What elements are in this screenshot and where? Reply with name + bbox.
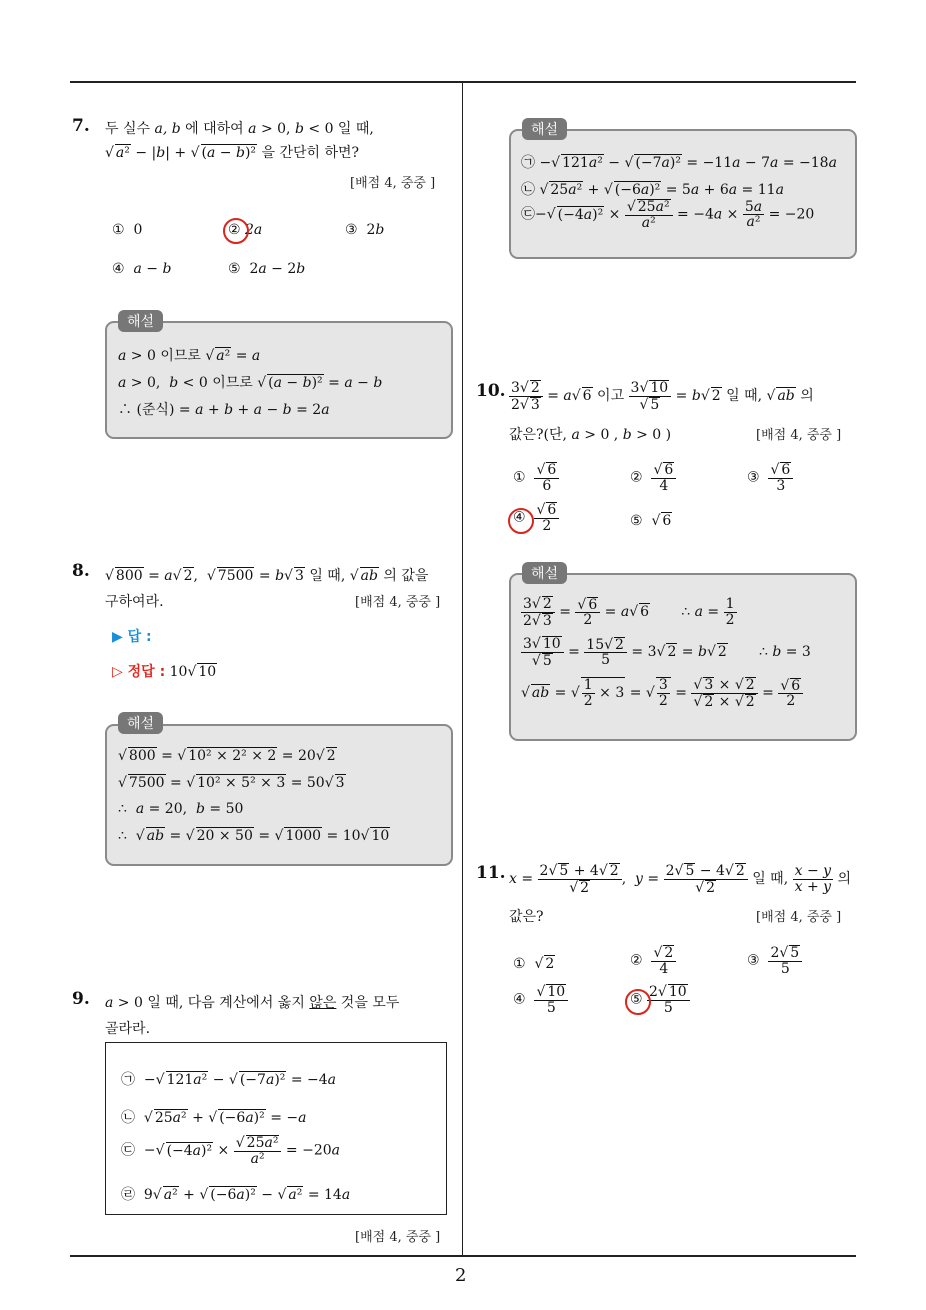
- q10-sol-line-2: $\frac{3√ 10}{√ 5}$ = $\frac{15√ 2}{5}$ = 3√ 2 = b√ 2 ∴ b = 3: [523, 636, 811, 669]
- q8-correct-label: ▷ 정답 :: [112, 664, 166, 680]
- column-divider: [462, 82, 463, 1256]
- q8-stem: √ 800 = a√ 2, √ 7500 = b√ 3 일 때, √ ab 의 값을: [105, 568, 429, 584]
- q9-sol-line-2: ㉡ √ 25a² + √ (−6a)² = 5a + 6a = 11a: [521, 182, 784, 198]
- q10-sol-line-3: √ ab = √ $\frac{1}{2}$ × 3 = √ $\frac{3}{2}$ = $\frac{√ 3 \times √ 2}{√ 2 \times √ 2}$ = $\frac{√ 6}{2}$: [521, 677, 803, 709]
- q7-option-5[interactable]: ⑤ 2a − 2b: [228, 261, 306, 277]
- q10-stem-line2: 값은?(단, a > 0 , b > 0 ): [509, 427, 672, 443]
- q7-sol-line-3: ∴ (준식) = a + b + a − b = 2a: [118, 402, 330, 418]
- q8-correct-answer: [112, 661, 217, 681]
- q11-option-1[interactable]: ① √ 2: [513, 956, 555, 972]
- q10-number: 10.: [476, 381, 506, 401]
- q11-option-5[interactable]: ⑤ $\frac{2√ 10}{5}$: [630, 984, 690, 1015]
- q7-tag: [배점 4, 중중 ]: [350, 176, 436, 191]
- q7-sol-line-1: a > 0 이므로 √ a² = a: [118, 348, 261, 364]
- q9-sol-line-3: ㉢−√ (−4a)² × $\frac{\text{√ 25a²}}{\text{a²}}$ = −4a × $\frac{5a}{\text{a²}}$ = −20: [521, 198, 815, 231]
- q10-tag: [배점 4, 중중 ]: [756, 428, 842, 443]
- q8-answer-field[interactable]: ▶ 답 :: [112, 629, 152, 645]
- q9-item-3: ㉢ −√ (−4a)² × $\frac{\text{√ 25a²}}{\text{a²}}$ = −20a: [121, 1135, 341, 1167]
- q8-number: 8.: [72, 561, 90, 581]
- q9-sol-line-1: ㉠ −√ 121a² − √ (−7a)² = −11a − 7a = −18a: [521, 155, 837, 171]
- q11-stem-line2: 값은?: [509, 909, 544, 925]
- q8-stem-line2: 구하여라.: [105, 594, 164, 610]
- q7-number: 7.: [72, 116, 90, 136]
- q8-sol-line-4: ∴ √ ab = √ 20 × 50 = √ 1000 = 10√ 10: [118, 828, 390, 844]
- q10-option-1[interactable]: ① $\frac{√ 6}{6}$: [513, 462, 559, 493]
- q7-answer-circle: [223, 218, 249, 244]
- page-number: 2: [455, 1265, 467, 1286]
- q7-solution-label: 해설: [118, 310, 163, 332]
- q9-tag: [배점 4, 중중 ]: [355, 1230, 441, 1245]
- q10-option-4[interactable]: ④ $\frac{√ 6}{2}$: [513, 502, 559, 533]
- q11-option-2[interactable]: ② $\frac{√ 2}{4}$: [630, 945, 676, 976]
- q11-tag: [배점 4, 중중 ]: [756, 910, 842, 925]
- q11-stem: x = $\frac{2√ 5 + 4√ 2}{√ 2}$ , y = $\frac{2√ 5 - 4√ 2}{√ 2}$ 일 때, $\frac{x - y}{x + y}$ 의: [509, 863, 852, 896]
- q7-option-3[interactable]: ③ 2b: [345, 222, 385, 238]
- q8-correct-value: 10√ 10: [169, 664, 217, 680]
- q10-solution-label: 해설: [522, 562, 567, 584]
- q7-option-1[interactable]: ① 0: [112, 222, 143, 238]
- q7-sol-line-2: a > 0, b < 0 이므로 √ (a − b)² = a − b: [118, 375, 383, 391]
- q7-stem: 두 실수 a, b 에 대하여 a > 0, b < 0 일 때,: [105, 121, 374, 137]
- q10-stem: $\frac{3√ 2}{2√ 3}$ = a√ 6 이고 $\frac{3√ 10}{√ 5}$ = b√ 2 일 때, √ ab 의: [511, 380, 814, 413]
- q11-option-3[interactable]: ③ $\frac{2√ 5}{5}$: [747, 945, 802, 976]
- q9-item-2: ㉡ √ 25a² + √ (−6a)² = −a: [121, 1110, 307, 1126]
- q9-item-1: ㉠ −√ 121a² − √ (−7a)² = −4a: [121, 1072, 337, 1088]
- q11-number: 11.: [476, 863, 506, 883]
- q8-sol-line-3: ∴ a = 20, b = 50: [118, 801, 244, 817]
- q10-option-3[interactable]: ③ $\frac{√ 6}{3}$: [747, 462, 793, 493]
- q7-option-4[interactable]: ④ a − b: [112, 261, 172, 277]
- q8-sol-line-1: √ 800 = √ 10² × 2² × 2 = 20√ 2: [118, 748, 336, 764]
- q9-stem: a > 0 일 때, 다음 계산에서 옳지 않은 것을 모두: [105, 995, 400, 1011]
- q8-solution-box: [105, 724, 453, 866]
- q11-answer-circle: [625, 989, 651, 1015]
- q10-sol-line-1: $\frac{3√ 2}{2√ 3}$ = $\frac{√ 6}{2}$ = a√ 6 ∴ a = $\frac{1}{2}$: [523, 596, 735, 629]
- q10-option-2[interactable]: ② $\frac{√ 6}{4}$: [630, 462, 676, 493]
- q9-number: 9.: [72, 989, 90, 1009]
- q9-item-4: ㉣ 9√ a² + √ (−6a)² − √ a² = 14a: [121, 1187, 351, 1203]
- q8-tag: [배점 4, 중중 ]: [355, 595, 441, 610]
- q9-stem-line2: 골라라.: [105, 1021, 151, 1037]
- q9-solution-label: 해설: [522, 118, 567, 140]
- q11-option-4[interactable]: ④ $\frac{√ 10}{5}$: [513, 984, 568, 1015]
- q10-answer-circle: [508, 508, 534, 534]
- q7-option-2[interactable]: ② 2a: [228, 222, 263, 238]
- q8-solution-label: 해설: [118, 712, 163, 734]
- q10-option-5[interactable]: ⑤ √ 6: [630, 513, 672, 529]
- q8-sol-line-2: √ 7500 = √ 10² × 5² × 3 = 50√ 3: [118, 775, 345, 791]
- q7-stem-line2: √ a² − |b| + √ (a − b)² 을 간단히 하면?: [105, 145, 360, 161]
- bottom-rule: [70, 1255, 856, 1257]
